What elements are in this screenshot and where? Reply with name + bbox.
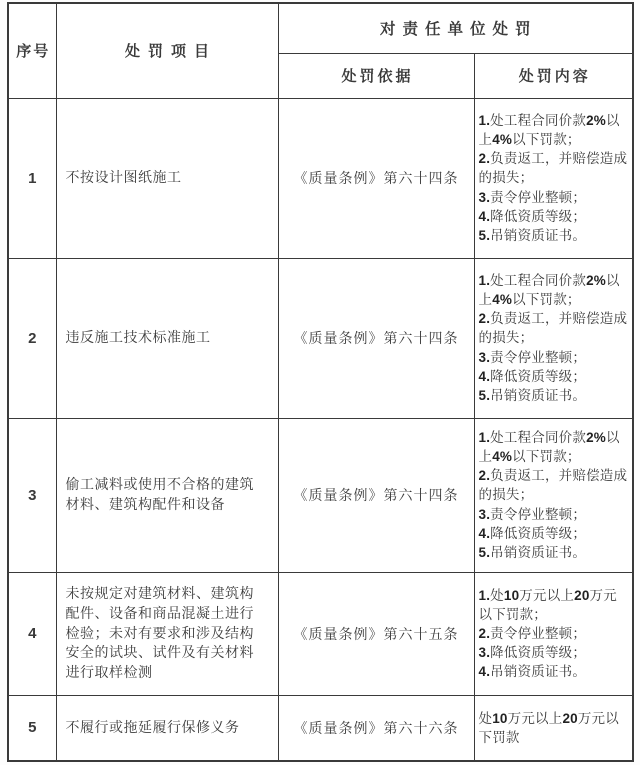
column-header-no: 序号 [8,3,56,98]
column-header-responsible-unit-penalty: 对责任单位处罚 [278,3,633,53]
row-number: 1 [8,98,56,258]
penalty-basis-cell: 《质量条例》第六十四条 [278,258,474,418]
penalty-table [7,2,634,762]
table-row [8,258,633,418]
penalty-item-cell: 不按设计图纸施工 [56,98,278,258]
table-row [8,98,633,258]
penalty-basis-cell: 《质量条例》第六十四条 [278,98,474,258]
penalty-content-cell: 1.处10万元以上20万元以下罚款； 2.责令停业整顿； 3.降低资质等级； 4.吊销资质证书。 [474,572,633,695]
penalty-content-cell: 1.处工程合同价款2%以上4%以下罚款； 2.负责返工，并赔偿造成的损失； 3.责令停业整顿； 4.降低资质等级； 5.吊销资质证书。 [474,258,633,418]
penalty-item-cell: 偷工减料或使用不合格的建筑材料、建筑构配件和设备 [56,418,278,572]
penalty-basis-cell: 《质量条例》第六十五条 [278,572,474,695]
row-number: 2 [8,258,56,418]
column-header-content: 处罚内容 [474,53,633,98]
row-number: 5 [8,695,56,761]
penalty-content-cell: 1.处工程合同价款2%以上4%以下罚款； 2.负责返工，并赔偿造成的损失； 3.责令停业整顿； 4.降低资质等级； 5.吊销资质证书。 [474,418,633,572]
penalty-basis-cell: 《质量条例》第六十六条 [278,695,474,761]
row-number: 3 [8,418,56,572]
penalty-item-cell: 不履行或拖延履行保修义务 [56,695,278,761]
table-row [8,572,633,695]
table-row [8,418,633,572]
penalty-content-cell: 1.处工程合同价款2%以上4%以下罚款； 2.负责返工，并赔偿造成的损失； 3.责令停业整顿； 4.降低资质等级； 5.吊销资质证书。 [474,98,633,258]
row-number: 4 [8,572,56,695]
penalty-item-cell: 未按规定对建筑材料、建筑构配件、设备和商品混凝土进行检验；未对有要求和涉及结构安全的试块、试件及有关材料进行取样检测 [56,572,278,695]
penalty-basis-cell: 《质量条例》第六十四条 [278,418,474,572]
header-row-group [8,3,633,53]
penalty-item-cell: 违反施工技术标准施工 [56,258,278,418]
column-header-basis: 处罚依据 [278,53,474,98]
penalty-content-cell: 处10万元以上20万元以下罚款 [474,695,633,761]
table-row [8,695,633,761]
column-header-item: 处罚项目 [56,3,278,98]
